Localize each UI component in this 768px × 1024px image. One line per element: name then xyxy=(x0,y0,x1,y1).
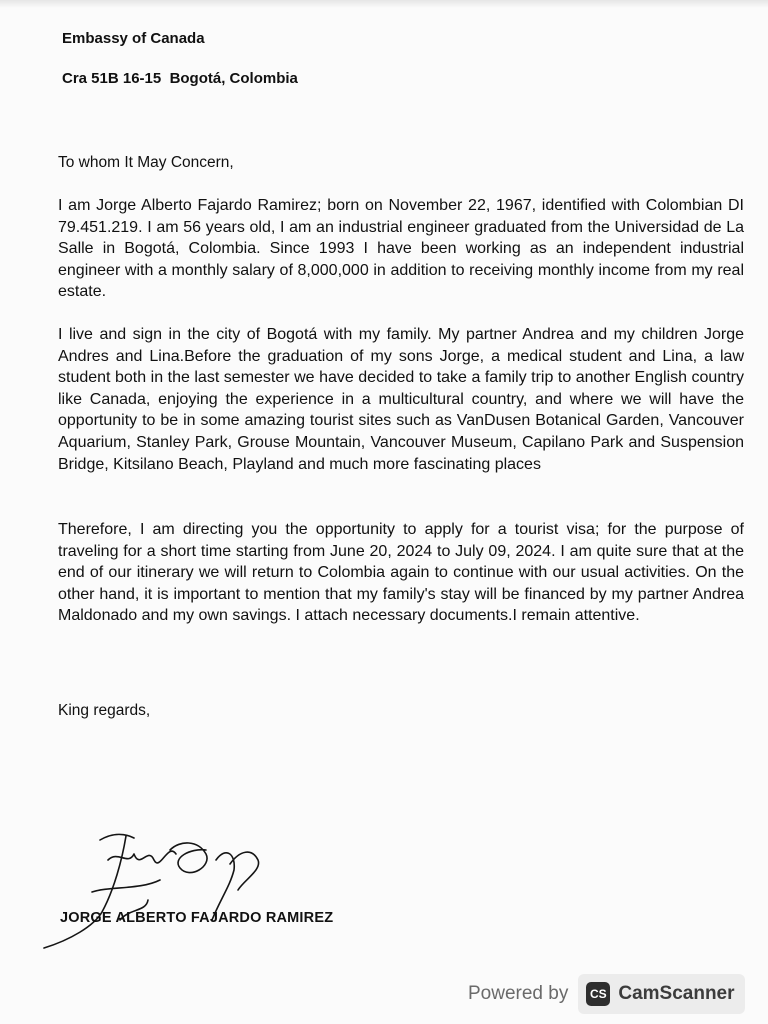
recipient-address: Cra 51B 16-15 Bogotá, Colombia xyxy=(62,70,298,87)
recipient-name: Embassy of Canada xyxy=(62,30,205,47)
paragraph-visa-request: Therefore, I am directing you the opportunity to apply for a tourist visa; for the purpose of traveling for a short time starting from June 20, 2024 to July 09, 2024. I am quite sure that at the end of our itinerary we will return to Colombia again to continue with our usual activities. On the other hand, it is important to mention that my family's stay will be financed by my partner Andrea Maldonado and my own savings. I attach necessary documents.I remain attentive. xyxy=(58,521,744,625)
camscanner-logo-icon: CS xyxy=(586,982,610,1006)
powered-by-label: Powered by xyxy=(468,983,569,1004)
scan-edge-shadow xyxy=(0,0,768,8)
paragraph-family-trip: I live and sign in the city of Bogotá with my family. My partner Andrea and my children Jorge Andres and Lina.Before the graduation of my sons Jorge, a medical student and Lina, a law student both in the last semester we have decided to take a family trip to another English country like Canada, enjoying the experience in a multicultural country, and where we will have the opportunity to be in some amazing tourist sites such as VanDusen Botanical Garden, Vancouver Aquarium, Stanley Park, Grouse Mountain, Vancouver Museum, Capilano Park and Suspension Bridge, Kitsilano Beach, Playland and much more fascinating places xyxy=(58,326,744,473)
signer-name: JORGE ALBERTO FAJARDO RAMIREZ xyxy=(60,910,334,926)
paragraph-introduction: I am Jorge Alberto Fajardo Ramirez; born on November 22, 1967, identified with Colombian DI 79.451.219. I am 56 years old, I am an industrial engineer graduated from the Universidad de La Salle in Bogotá, Colombia. Since 1993 I have been working as an independent industrial engineer with a monthly salary of 8,000,000 in addition to receiving monthly income from my real estate. xyxy=(58,197,744,301)
closing: King regards, xyxy=(58,702,151,719)
camscanner-watermark xyxy=(460,972,750,1016)
handwritten-signature-icon xyxy=(30,820,290,960)
camscanner-brand-chip xyxy=(578,974,744,1014)
camscanner-brand-name: CamScanner xyxy=(618,983,735,1004)
salutation: To whom It May Concern, xyxy=(58,154,234,171)
